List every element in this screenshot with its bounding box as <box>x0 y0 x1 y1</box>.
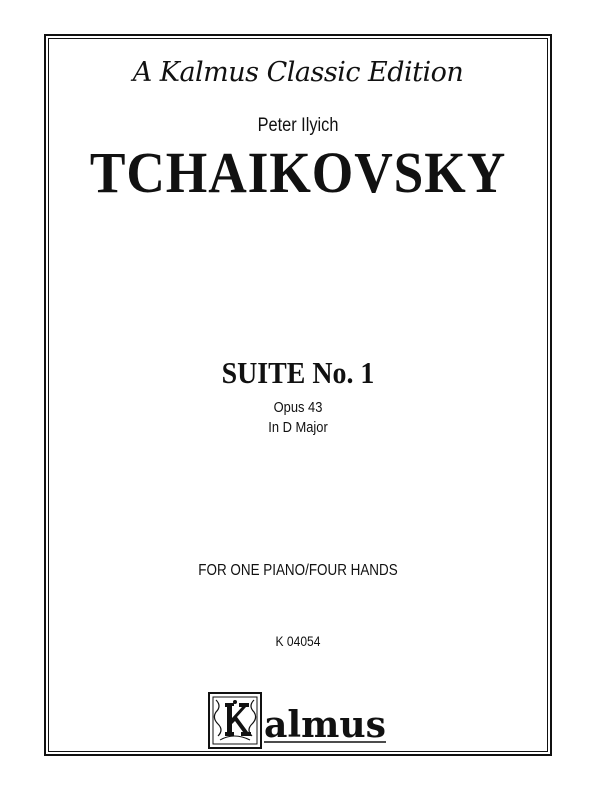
svg-text:almus: almus <box>264 704 386 746</box>
instrumentation: FOR ONE PIANO/FOUR HANDS <box>198 562 398 579</box>
composer-first-names: Peter Ilyich <box>257 115 339 136</box>
kalmus-logo-graphic <box>208 690 390 750</box>
opus-number: Opus 43 <box>273 399 323 416</box>
kalmus-logo <box>208 690 390 750</box>
catalog-number: K 04054 <box>275 633 321 649</box>
key-signature: In D Major <box>268 419 328 436</box>
composer-surname: TCHAIKOVSKY <box>89 140 507 205</box>
work-title: SUITE No. 1 <box>221 355 375 390</box>
series-title: A Kalmus Classic Edition <box>132 57 464 88</box>
